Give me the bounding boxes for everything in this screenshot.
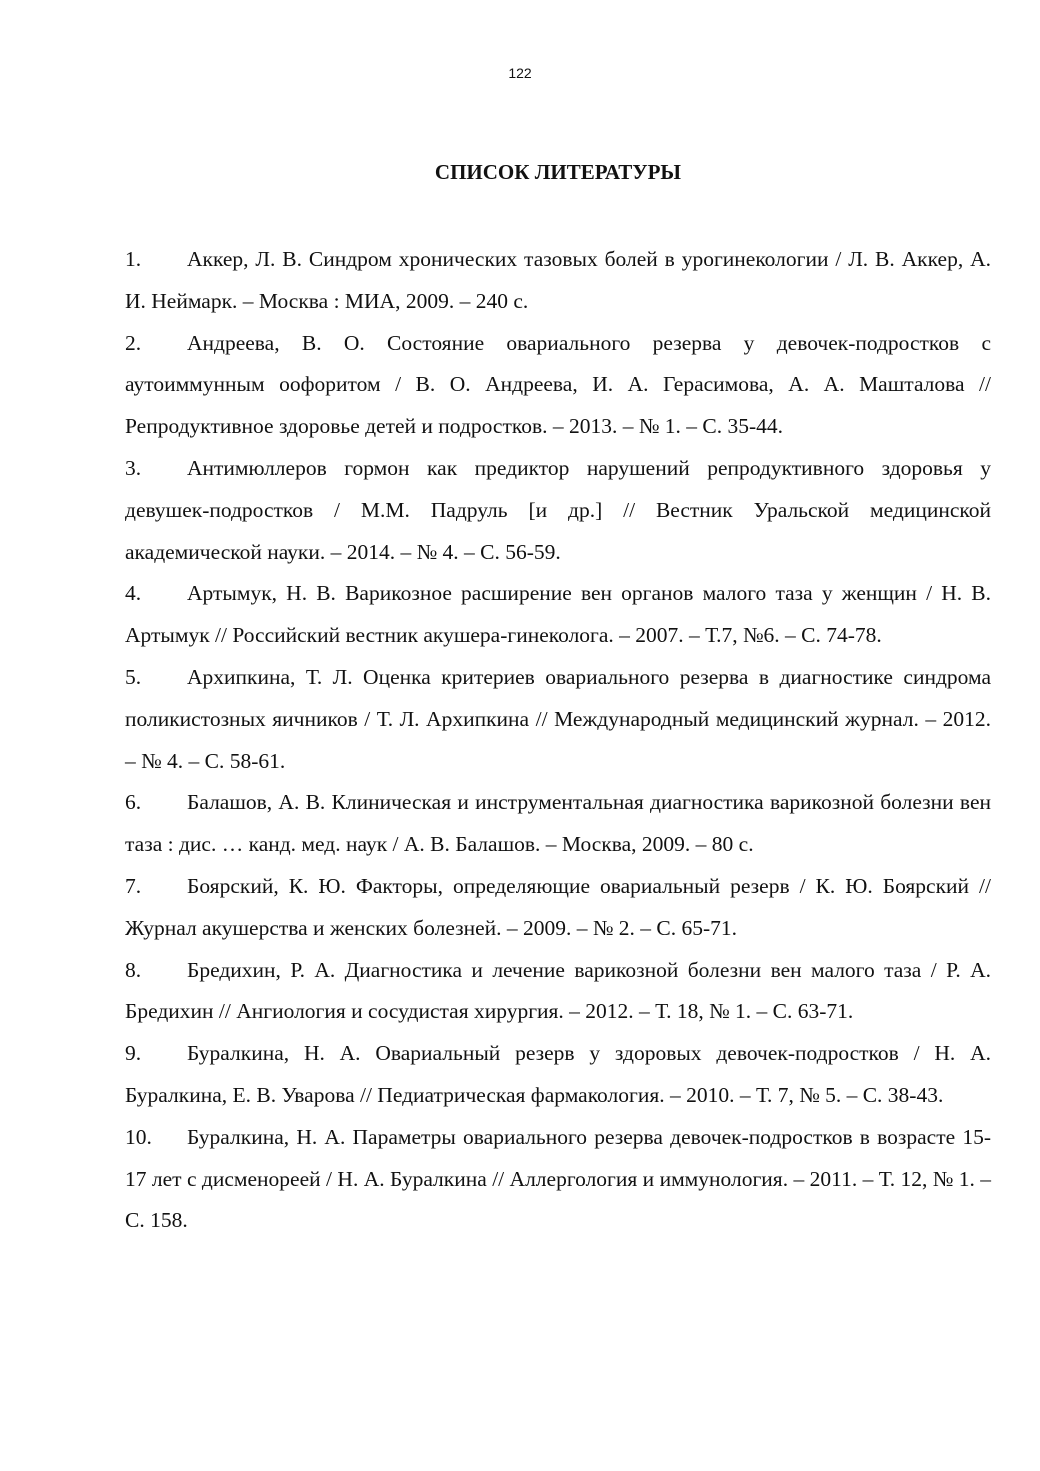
- reference-list: [125, 239, 991, 1242]
- reference-item: [125, 782, 991, 866]
- reference-item: [125, 323, 991, 448]
- page-title: СПИСОК ЛИТЕРАТУРЫ: [434, 160, 682, 185]
- reference-item: [125, 448, 991, 573]
- reference-number: 8.: [125, 957, 142, 982]
- reference-item: [125, 950, 991, 1034]
- reference-text: Бредихин, Р. А. Диагностика и лечение варикозной болезни вен малого таза / Р. А. Бредихин // Ангиология и сосудистая хирургия. – 2012. – Т. 18, № 1. – С. 63-71.: [125, 957, 991, 1024]
- reference-text: Аккер, Л. В. Синдром хронических тазовых болей в урогинекологии / Л. В. Аккер, А. И. Неймарк. – Москва : МИА, 2009. – 240 с.: [125, 247, 991, 313]
- reference-number: 2.: [125, 330, 142, 355]
- reference-item: [125, 239, 991, 323]
- reference-text: Буралкина, Н. А. Овариальный резерв у здоровых девочек-подростков / Н. А. Буралкина, Е. В. Уварова // Педиатрическая фармакология. – 2010. – Т. 7, № 5. – С. 38-43.: [125, 1041, 991, 1107]
- reference-item: [125, 866, 991, 950]
- reference-text: Андреева, В. О. Состояние овариального резерва у девочек-подростков с аутоиммунным оофоритом / В. О. Андреева, И. А. Герасимова, А. А. Машталова // Репродуктивное здоровье детей и подростков. – 2013. – № 1. – С. 35-44.: [125, 330, 991, 439]
- reference-number: 1.: [125, 247, 142, 271]
- reference-text: Буралкина, Н. А. Параметры овариального резерва девочек-подростков в возрасте 15-17 лет с дисменореей / Н. А. Буралкина // Аллергология и иммунология. – 2011. – Т. 12, № 1. – С. 158.: [125, 1124, 991, 1233]
- reference-item: [125, 1117, 991, 1242]
- reference-number: 10.: [125, 1124, 152, 1149]
- reference-text: Артымук, Н. В. Варикозное расширение вен органов малого таза у женщин / Н. В. Артымук // Российский вестник акушера-гинеколога. – 2007. – Т.7, №6. – С. 74-78.: [125, 581, 991, 648]
- reference-number: 4.: [125, 581, 142, 606]
- reference-item: [125, 573, 991, 657]
- reference-text: Балашов, А. В. Клиническая и инструментальная диагностика варикозной болезни вен таза : дис. … канд. мед. наук / А. В. Балашов. – Москва, 2009. – 80 с.: [125, 790, 991, 857]
- reference-number: 9.: [125, 1041, 142, 1066]
- reference-number: 5.: [125, 664, 142, 689]
- reference-text: Боярский, К. Ю. Факторы, определяющие овариальный резерв / К. Ю. Боярский // Журнал акушерства и женских болезней. – 2009. – № 2. – С. 65-71.: [125, 873, 991, 940]
- reference-number: 6.: [125, 790, 142, 815]
- page-number: 122: [508, 65, 532, 81]
- reference-item: [125, 657, 991, 782]
- reference-text: Антимюллеров гормон как предиктор нарушений репродуктивного здоровья у девушек-подростков / М.М. Падруль [и др.] // Вестник Уральской медицинской академической науки. – 2014. – № 4. – С. 56-59.: [125, 455, 991, 564]
- reference-number: 7.: [125, 873, 142, 898]
- reference-number: 3.: [125, 455, 142, 480]
- reference-item: [125, 1033, 991, 1117]
- reference-text: Архипкина, Т. Л. Оценка критериев овариального резерва в диагностике синдрома поликистозных яичников / Т. Л. Архипкина // Международный медицинский журнал. – 2012. – № 4. – С. 58-61.: [125, 664, 991, 773]
